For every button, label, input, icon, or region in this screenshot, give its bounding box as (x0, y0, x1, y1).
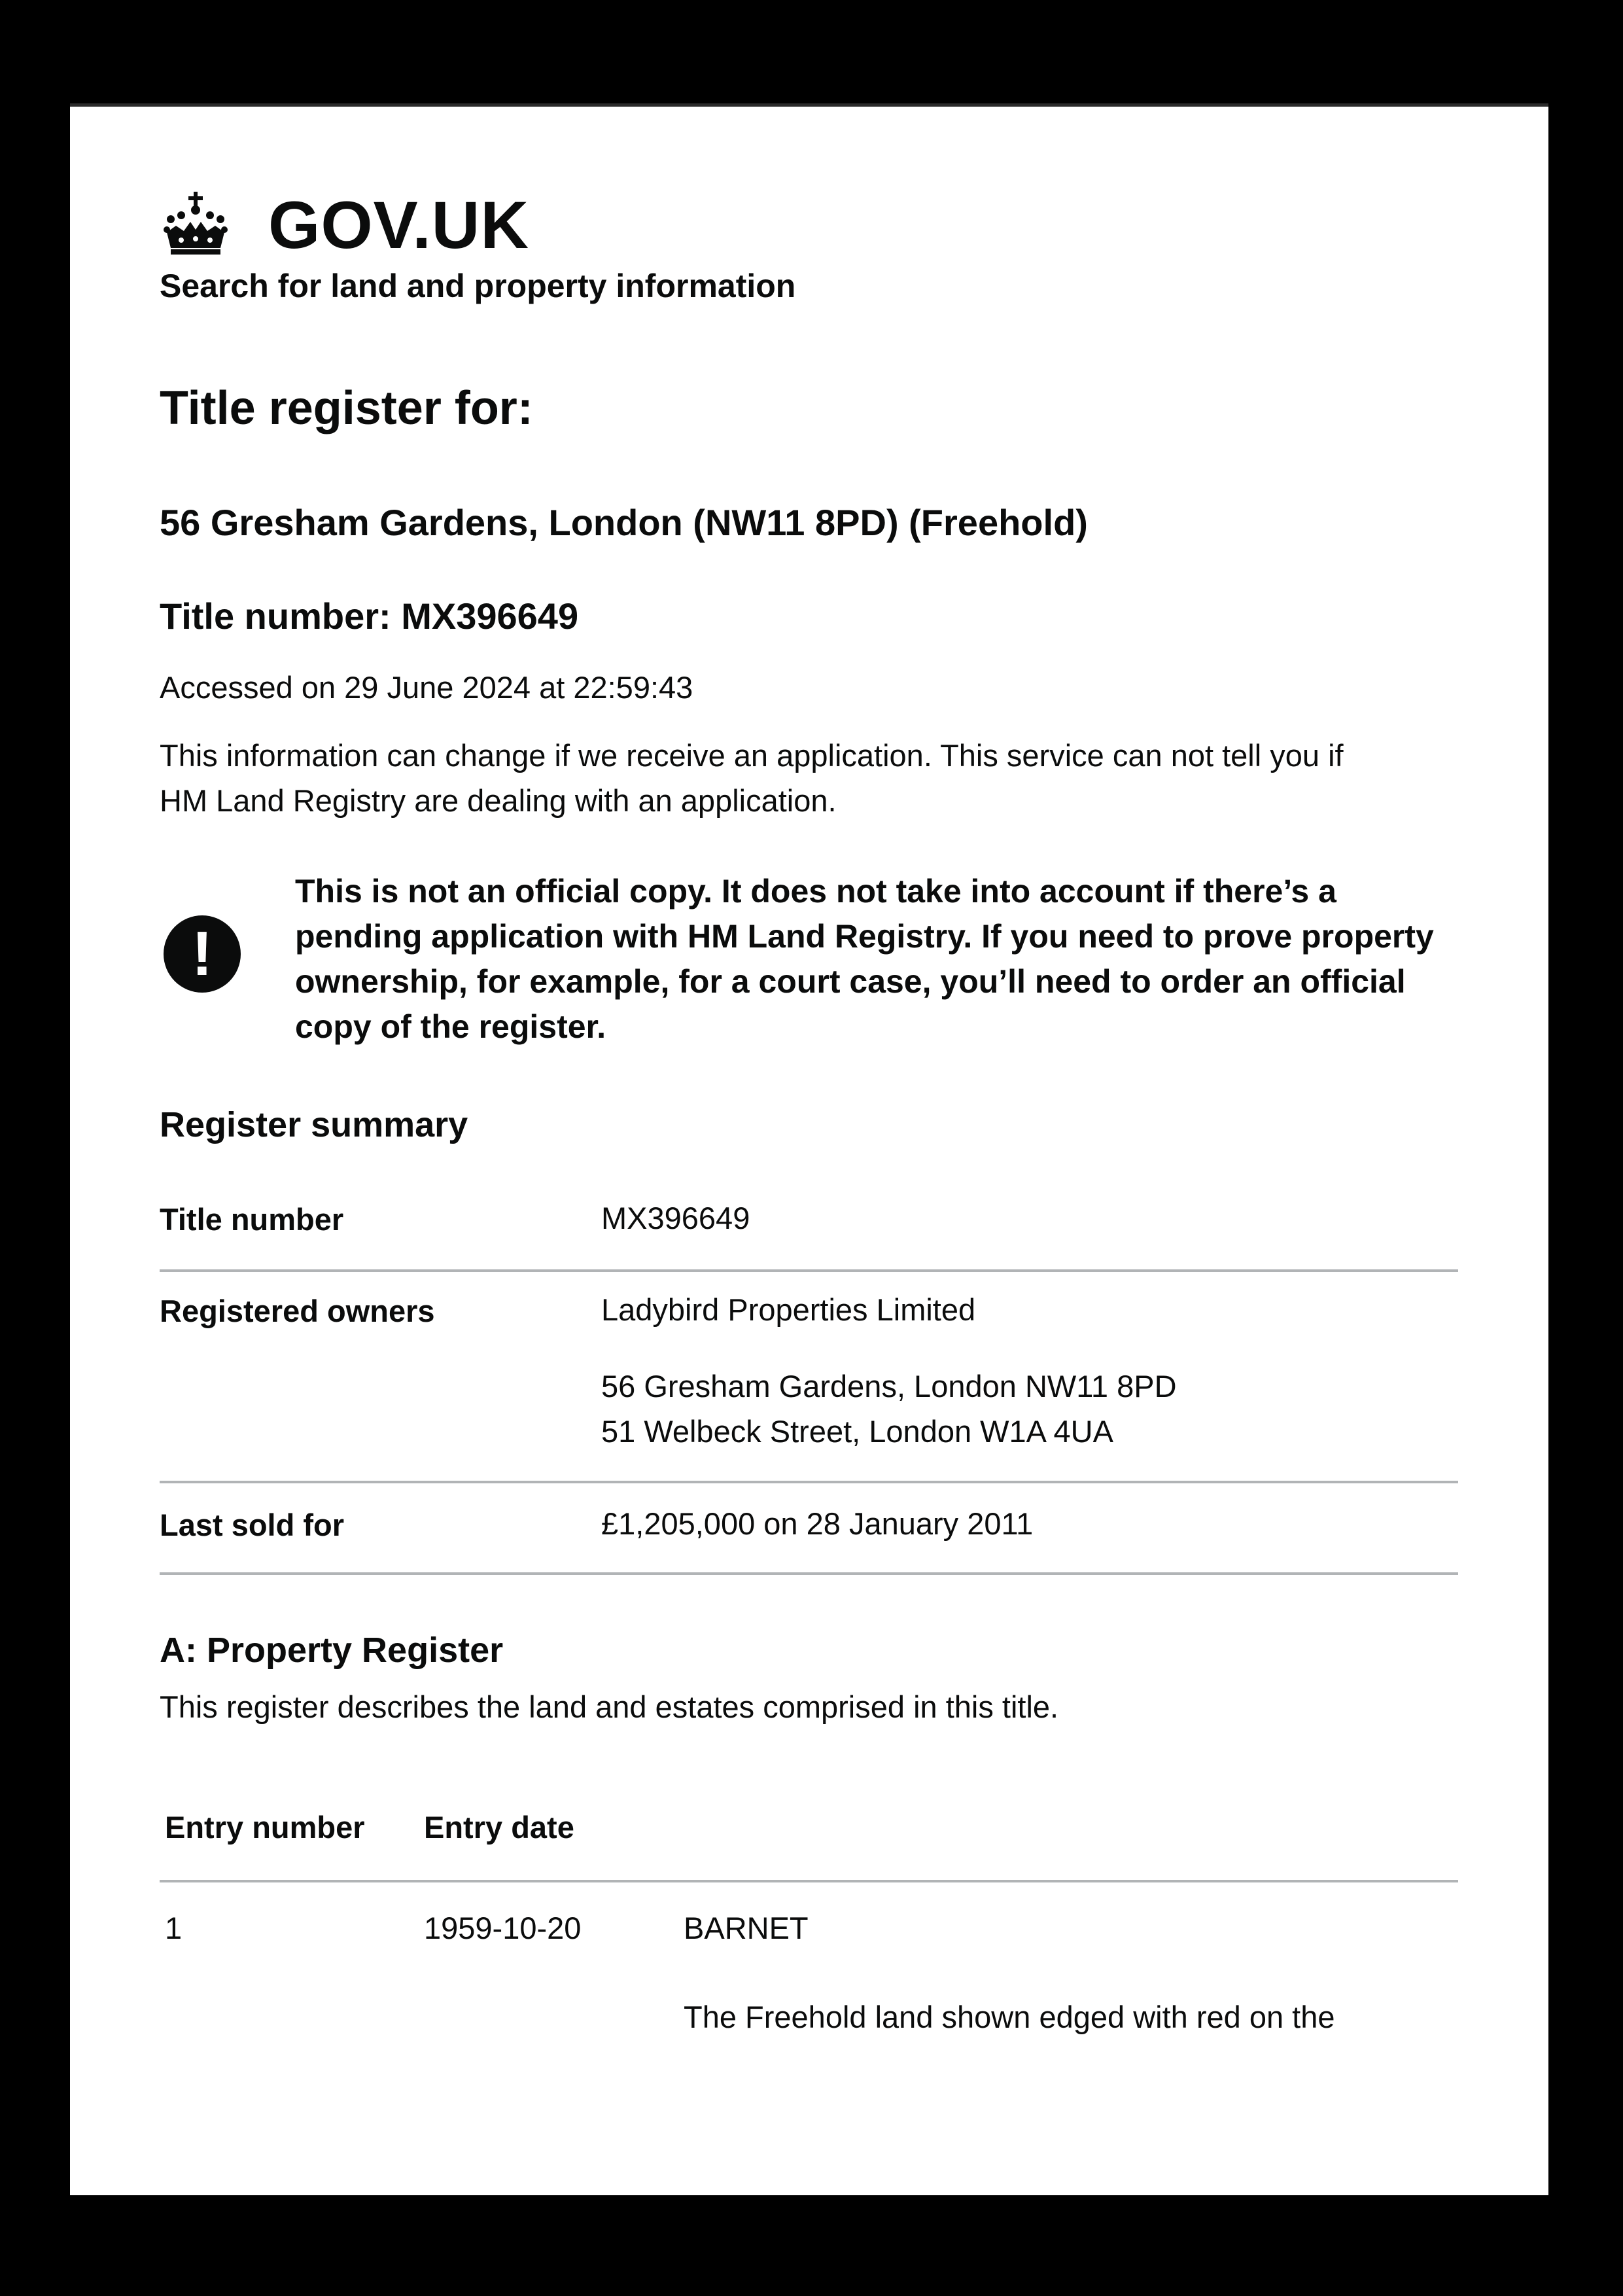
service-name[interactable]: Search for land and property information (160, 268, 796, 304)
summary-label-title-number: Title number (160, 1202, 344, 1237)
summary-divider (160, 1572, 1458, 1575)
document-page (70, 103, 1548, 2195)
accessed-date: Accessed on 29 June 2024 at 22:59:43 (160, 670, 693, 705)
summary-divider (160, 1269, 1458, 1272)
register-summary-heading: Register summary (160, 1105, 468, 1144)
summary-value-owner-name: Ladybird Properties Limited (601, 1292, 976, 1327)
property-address: 56 Gresham Gardens, London (NW11 8PD) (Freehold) (160, 502, 1088, 543)
entry-location: BARNET (684, 1911, 809, 1945)
info-text-line-2: HM Land Registry are dealing with an application. (160, 783, 837, 818)
summary-value-title-number: MX396649 (601, 1201, 750, 1235)
summary-value-last-sold: £1,205,000 on 28 January 2011 (601, 1506, 1034, 1541)
column-header-entry-date: Entry date (424, 1810, 574, 1845)
summary-value-owner-address-2: 51 Welbeck Street, London W1A 4UA (601, 1414, 1113, 1449)
page-title: Title register for: (160, 382, 533, 434)
summary-label-owners: Registered owners (160, 1294, 435, 1328)
entry-text: The Freehold land shown edged with red on the (684, 2000, 1335, 2034)
exclamation-icon: ! (164, 915, 241, 993)
column-header-entry-number: Entry number (165, 1810, 365, 1845)
crown-icon (162, 192, 230, 256)
summary-value-owner-address-1: 56 Gresham Gardens, London NW11 8PD (601, 1369, 1177, 1404)
warning-text: This is not an official copy. It does not take into account if there’s a pending application with HM Land Registry. If you need to prove property ownership, for example, for a court case, you’ll need to order an official copy of the register. (295, 873, 1434, 1045)
summary-divider (160, 1481, 1458, 1483)
table-header-divider (160, 1880, 1458, 1882)
title-number-heading: Title number: MX396649 (160, 595, 579, 637)
summary-label-last-sold: Last sold for (160, 1508, 345, 1542)
property-register-heading: A: Property Register (160, 1631, 504, 1670)
govuk-logo-text[interactable]: GOV.UK (268, 188, 530, 262)
entry-number: 1 (165, 1911, 183, 1945)
property-register-description: This register describes the land and estates comprised in this title. (160, 1689, 1059, 1724)
entry-date: 1959-10-20 (424, 1911, 582, 1945)
info-text-line-1: This information can change if we receive an application. This service can not tell you if (160, 738, 1344, 773)
